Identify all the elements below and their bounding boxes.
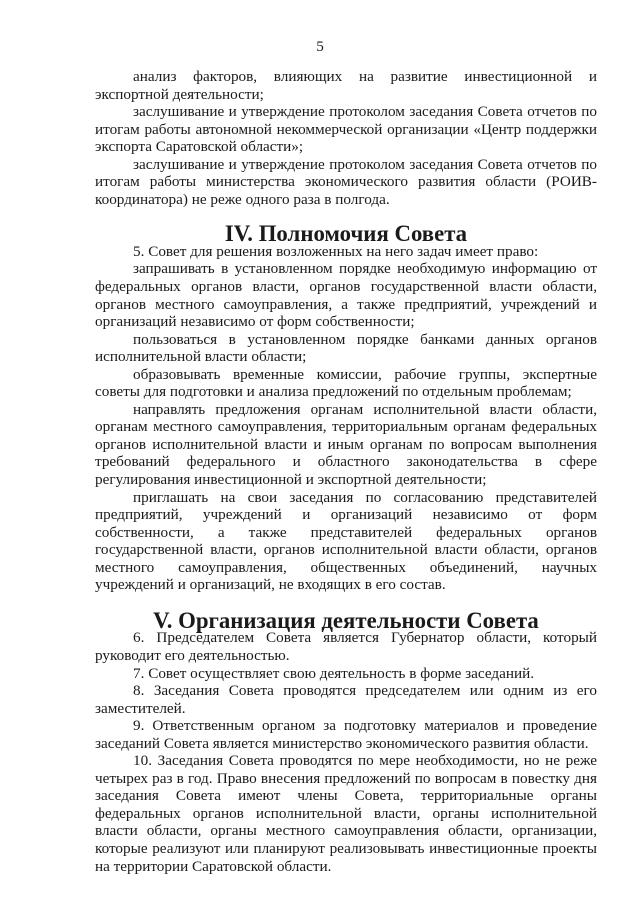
paragraph-item-8: 8. Заседания Совета проводятся председателем или одним из его заместителей. bbox=[95, 682, 597, 717]
paragraph-item-7: 7. Совет осуществляет свою деятельность в форме заседаний. bbox=[133, 664, 535, 682]
paragraph-item-10: 10. Заседания Совета проводятся по мере необходимости, но не реже четырех раз в год. Право внесения предложений по вопросам в повестку дня заседания Совета имеют члены Совета, территориальные органы федеральных органов исполнительной власти, органы исполнительной власти области, органы местного самоуправления области, организации, которые реализуют или планируют реализовывать инвестиционные проекты на территории Саратовской области. bbox=[95, 752, 597, 875]
paragraph-ministry-reports: заслушивание и утверждение протоколом заседания Совета отчетов по итогам работы министерства экономического развития области (РОИВ-координатора) не реже одного раза в полгода. bbox=[95, 155, 597, 208]
paragraph-form-commissions: образовывать временные комиссии, рабочие группы, экспертные советы для подготовки и анализа предложений по отдельным проблемам; bbox=[95, 365, 597, 401]
paragraph-invite-representatives: приглашать на свои заседания по согласованию представителей предприятий, учреждений и организаций независимо от форм собственности, а также представителей федеральных органов государственной власти, органов исполнительной власти области, органов местного самоуправления, общественных объединений, научных учреждений и организаций, не входящих в его состав. bbox=[95, 488, 597, 594]
paragraph-item-9: 9. Ответственным органом за подготовку материалов и проведение заседаний Совета является министерство экономического развития области. bbox=[95, 717, 597, 752]
paragraph-item-5: 5. Совет для решения возложенных на него задач имеет право: bbox=[133, 242, 539, 260]
paragraph-export-center-reports: заслушивание и утверждение протоколом заседания Совета отчетов по итогам работы автономной некоммерческой организации «Центр поддержки экспорта Саратовской области»; bbox=[95, 103, 597, 156]
section-heading-iv: IV. Полномочия Совета bbox=[224, 221, 468, 247]
paragraph-factor-analysis: анализ факторов, влияющих на развитие инвестиционной и экспортной деятельности; bbox=[95, 68, 597, 103]
paragraph-use-databases: пользоваться в установленном порядке банками данных органов исполнительной власти области; bbox=[95, 330, 597, 366]
paragraph-item-6: 6. Председателем Совета является Губернатор области, который руководит его деятельностью. bbox=[95, 629, 597, 664]
section-heading-v: V. Организация деятельности Совета bbox=[153, 607, 539, 633]
document-body bbox=[95, 68, 597, 875]
paragraph-request-information: запрашивать в установленном порядке необходимую информацию от федеральных органов власти, органов государственной власти области, органов местного самоуправления, а также предприятий, учреждений и организаций независимо от форм собственности; bbox=[95, 260, 597, 331]
paragraph-send-proposals: направлять предложения органам исполнительной власти области, органам местного самоуправления, территориальным органам федеральных органов исполнительной власти и иным органам по вопросам выполнения требований федерального и областного законодательства в сфере регулирования инвестиционной и экспортной деятельности; bbox=[95, 400, 597, 489]
page-number: 5 bbox=[316, 38, 324, 55]
